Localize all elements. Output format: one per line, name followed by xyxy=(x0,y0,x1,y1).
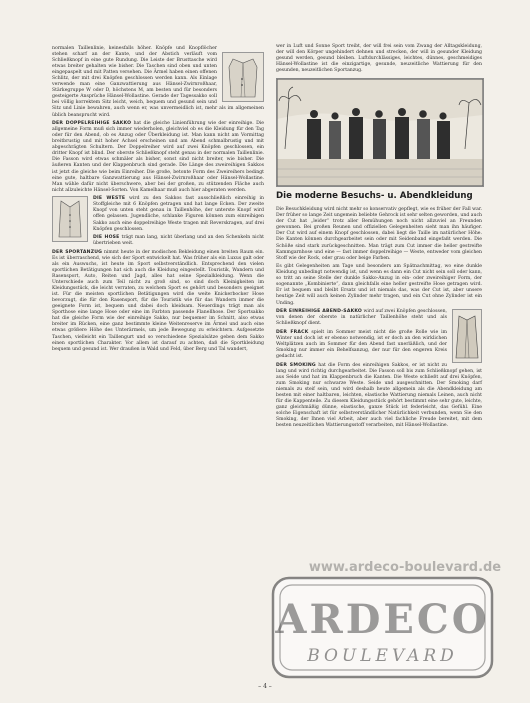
section-text: nimmt heute in der modischen Bekleidung einen breiten Raum ein. Es ist überraschend, wie sich der Sport entwickelt hat. Was früher als ein Luxus galt oder als ein Auswuchs, ist heute im Sport selbstverständlich. Entsprechend den vielen sportlichen Betätigungen hat sich auch die Kleidung eingestellt. Touristik, Wandern und Rasensport, Auto, Reiten und Jagd, alles hat seine Spezialkleidung. Wenn die Unterschiede auch zum Teil nicht zu groß sind, so sind doch Kleinigkeiten im Kleidungsstück, die leicht verraten, zu welchem Sport es gehört und besonders geeignet ist. Für die meisten sportlichen Betätigungen wird die weite Knickerbocker Hose bevorzugt, die für den Rasensport, für die Touristik wie für das Wandern immer die geeignete Form ist, bequem und dabei doch kleidsam. Neuerdings trägt man als Sporthose eine lange Hose oder eine im Farbton passende Flanellhose. Der Sportsakko hat die gleiche Form wie der einreihige Sakko, nur bequemer im Schnitt, also etwas breiter im Rücken, eine ganz bestimmte kleine Weitenreserve im Ärmel und auch eine etwas größere Höhe des Unterärmels, um jede Bewegung zu erleichtern. Aufgesetzte Taschen, vielleicht ein Taillengurt und so verschiedene Spezialsätze geben dem Sakko einen sportlichen Charakter. Vor allem ist darauf zu achten, daß die Sportkleidung bequem und gesund ist. Wer draußen in Wald und Feld, über Berg und Tal wandert, xyxy=(52,249,264,352)
section-text: wird zu den Sakkos fast ausschließlich einreihig in Stoffgleiche mit 6 Knöpfen getragen und hat lange Ecken. Der zweite Knopf von unten steht genau in Taillenhöhe, der unterste Knopf wird offen gelassen. Jugendliche, schlanke Figuren können zum einreihigen Sakko auch eine doppelreihige Weste tragen mit Reverskragen, auf drei Knöpfen geschlossen. xyxy=(93,196,264,232)
right-intro: wer in Luft und Sonne Sport treibt, der will frei sein vom Zwang der Alltagskleidung, der will den Körper ungehindert dehnen und strecken, der will in gesunder Kleidung gesund werden, gesund bleiben. Luftdurchlässiges, leichtes, dünnes, geschmeidiges Hänsel-Wollastine ist die einzigartige, gesunde, neuzeitliche Wattierung für den gesunden, neuzeitlichen Sportanzug. xyxy=(276,44,482,74)
watermark-url: www.ardeco-boulevard.de xyxy=(308,560,502,575)
section-heading: DIE WESTE xyxy=(93,196,126,202)
right-paragraph-2: Es gibt Gelegenheiten am Tage und besonders am Spätnachmittag, wo eine dunkle Kleidung unbedingt notwendig ist, und wenn es dann ein Cut nicht sein soll oder kann, so tritt an seine Stelle der dunkle Sakko-Anzug in ein- oder zweireihiger Form, der sogenannte „Kombinierte“, dann gleichfalls eine heller gestreifte Hose getragen wird. Er ist bequem und bleibt Ersatz und ist niemals das, was der Cut ist, aber unsere heutige Zeit will auch keinen Zylinder mehr tragen, und ein Cut ohne Zylinder ist ein Unding. xyxy=(276,264,482,306)
svg-text:BOULEVARD: BOULEVARD xyxy=(307,646,458,666)
section-sportanzug xyxy=(52,250,264,353)
section-heading: DER SPORTANZUG xyxy=(52,249,103,255)
svg-text:ARDECO: ARDECO xyxy=(275,596,490,643)
section-heading: DER SMOKING xyxy=(276,362,316,368)
page-number: – 4 – xyxy=(258,683,272,690)
section-heading: DIE HOSE xyxy=(93,235,120,241)
section-main-heading: Die moderne Besuchs- u. Abendkleidung xyxy=(276,191,473,202)
right-column xyxy=(276,44,482,432)
ardeco-boulevard-logo xyxy=(270,575,495,680)
vest-illustration xyxy=(52,196,88,242)
abend-sakko-illustration xyxy=(452,309,482,363)
section-text: hat die gleiche Linienführung wie der einreihige. Die allgemeine Form muß sich immer wiederholen, gleichviel ob es die Kleidung für den Tag oder für den Abend, ob es Anzug oder Überkleidung ist. Man kann nicht am Vormittag breitbrustig und mit hoher Achsel erscheinen und am Abend schmalbrustig und mit abgeschrägten Schultern. Der Doppelreiher wird auf zwei Knöpfen geschlossen, ein dritter Knopf ist blind. Der oberste Schließknopf steht genau in der normalen Taillenlinie. Die Fasson wird etwas schmäler als bisher, sonst sind nicht breiter, wie bisher. Die äußeren Kanten und der Klappenbruch sind gerade. Die Länge des zweireihigen Sakkos ist jetzt die gleiche wie beim Einreiher. Die große, betonte Form des Zweireihers bedingt eine gute, haltbare Ganzwattierung aus Hänsel-Zwirnroßhaar oder Hänsel-Wollastine. Man wähle dafür nicht überschwere, aber bei der großen, zu stützenden Fläche auch nicht allzuleichte Hänsel-Sorten. Von Kamelhaar muß auch hier abgeraten werden. xyxy=(52,121,264,193)
section-smoking xyxy=(276,363,482,430)
section-text: wird auf zwei Knöpfen geschlossen, von denen der oberste in natürlicher Taillenhöhe steht und als Schließknopf dient. xyxy=(276,309,447,327)
section-text: spielt im Sommer meist nicht die große Rolle wie im Winter und doch ist er ebenso notwendig, ist er doch an den wirklichen Weltplätzen auch im Sommer für den Abend fast unerläßlich, und der Smoking nur immer ein Behelfsanzug, der nur für den engeren Kreis gedacht ist. xyxy=(276,329,447,360)
evening-wear-illustration xyxy=(276,78,484,187)
left-intro: normalen Taillenlinie, keinesfalls höher. Knöpfe und Knopflöcher stehen scharf an der Kante, und der Abstich verläuft vom Schließknopf in eine gute Rundung. Die Leiste der Brusttasche wird etwas breiter gehalten wie bisher. Die Taschen sind oben und unten eingepaspelt und mit Patten versehen. Die Ärmel haben einen offenen Schlitz, der mit drei Knöpfen geschlossen werden kann. Als Einlage verwende man eine Ganzwattierung aus Hänsel-Zwirnroßhaar, Stärkegruppe W oder D, höchstens M, am besten und für besonders gesteigerte Ansprüche Hänsel-Wollastine. Gerade der Tagessakko soll bei völlig korrektem Sitz leicht, weich, bequem und gesund sein und Sitz und Linie bewahren, auch wenn er, was unvermeidlich ist, mehr als im allgemeinen üblich beansprucht wird. xyxy=(52,46,264,118)
section-doppelreihige-sakko xyxy=(52,121,264,194)
section-heading: DER EINREIHIGE ABEND-SAKKO xyxy=(276,309,362,315)
left-column xyxy=(52,46,264,355)
section-text: hat die Form des einreihigen Sakkos, er ist nicht zu lang und wird richtig durchgearbeitet. Die Fasson soll bis zum Schließknopf gehen, ist aus Seide und hat im Klappenbruch die Kanten. Die Weste schließt auf drei Knöpfen, zum Smoking nur schwarze Weste. Seide und ausgeschnitten. Der Smoking darf niemals zu steif sein, und wird deshalb heute allgemein als die Abendkleidung am besten mit einer haltbaren, leichten, elastische Wattierung niemals Leinen, auch nicht für die Kappenteile. Zu diesem Kleidungsstück gehört bestimmt eine sehr gute, leichte, ganz gleichmäßig dünne, elastische, ganze Stück ist federleicht, das Gefühl. Eine solche Eigenschaft ist für selbstverständlicher Natürlichkeit verbunden, wenn Sie den Smoking, der Ihnen viel Arbeit, aber auch viel fachliche Freude bereitet, mit dem besten neuzeitlichen Wattierungsstoff verarbeiten, mit Hänsel-Wollastine. xyxy=(276,362,482,429)
section-heading: DER DOPPELREIHIGE SAKKO xyxy=(52,121,132,127)
right-paragraph-1: Die Besuchkleidung wird nicht mehr so konservativ gepflegt, wie es früher der Fall war. Der früher so lange Zeit ungemein beliebte Gehrock ist sehr selten geworden, und auch der Cut hat „leider“ trotz aller Bemühungen noch nicht allzuviel an Freunden gewonnen. Bei großen Reunen und offiziellen Gelegenheiten sieht man ihn häufiger. Der Cut wird auf einem Knopf geschlossen, dabei liegt die Taille im natürlicher Höhe. Die Kanten können durchgearbeitet sein oder mit Seidenband eingefaßt werden. Die Schöße sind stark zurückgeschnitten. Man trägt zum Cut immer die heller gestreifte Kammgarnhose und eine — fast immer doppelreihige — Weste, entweder vom gleichen Stoff wie der Rock, oder grau oder beige Farben. xyxy=(276,207,482,261)
section-heading: DER FRACK xyxy=(276,329,309,335)
section-text: trägt man lang, nicht überlang und an den Schenkeln nicht übertrieben weit. xyxy=(93,235,264,247)
jacket-illustration xyxy=(222,52,264,102)
